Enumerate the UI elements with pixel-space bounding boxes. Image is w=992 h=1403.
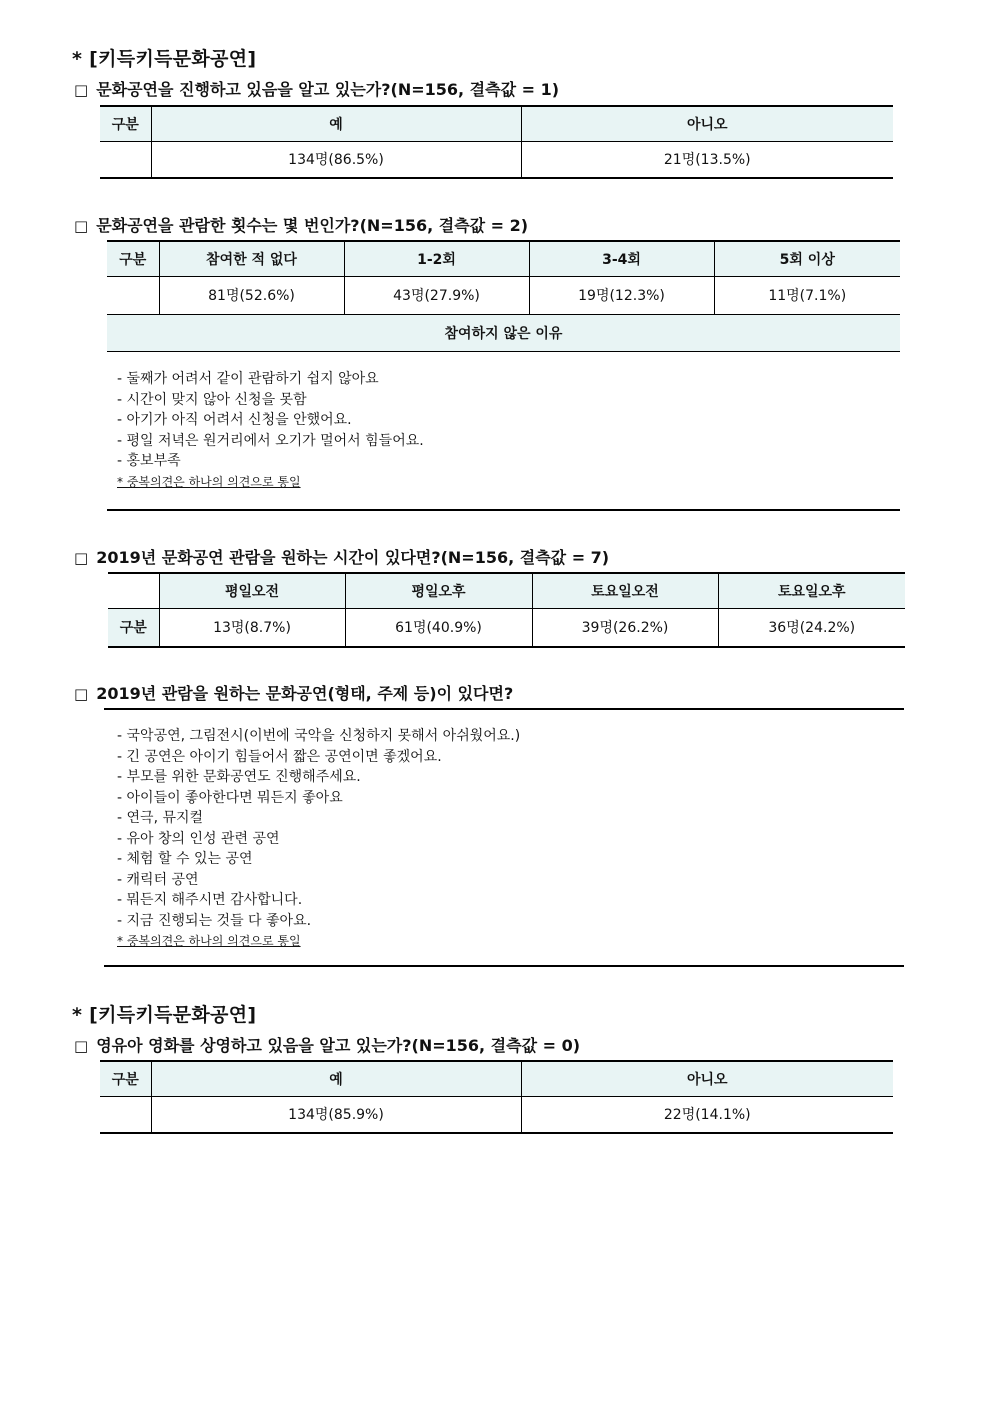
table-cell: 61명(40.9%) (345, 608, 532, 647)
reason-header: 참여하지 않은 이유 (107, 314, 900, 351)
question-text: 2019년 관람을 원하는 문화공연(형태, 주제 등)이 있다면? (96, 684, 514, 703)
table-header: 구분 (100, 1061, 151, 1096)
table-header: 평일오전 (159, 573, 345, 608)
table-cell: 22명(14.1%) (521, 1096, 893, 1133)
question-text: 문화공연을 관람한 횟수는 몇 번인가?(N=156, 결측값 = 2) (96, 216, 529, 235)
table-header: 구분 (100, 106, 151, 141)
question-awareness (74, 77, 559, 100)
table-header (108, 573, 159, 608)
table-cell (100, 1096, 151, 1133)
list-item: - 체험 할 수 있는 공연 (117, 849, 520, 870)
table-cell: 36명(24.2%) (718, 608, 905, 647)
table-header: 구분 (107, 241, 159, 276)
list-item: - 홍보부족 (117, 451, 424, 472)
table-header: 5회 이상 (714, 241, 900, 276)
question-attendance (74, 213, 528, 236)
table-row-label: 구분 (108, 608, 159, 647)
divider (104, 708, 904, 710)
checkbox-icon: □ (74, 549, 89, 567)
table-cell (100, 141, 151, 178)
list-item: - 캐릭터 공연 (117, 870, 520, 891)
checkbox-icon: □ (74, 1037, 89, 1055)
reason-list (117, 369, 424, 492)
divider (107, 509, 900, 511)
preferred-time-table (108, 572, 905, 648)
table-cell: 19명(12.3%) (529, 276, 714, 314)
table-header: 참여한 적 없다 (159, 241, 344, 276)
duplicate-note: * 중복의견은 하나의 의견으로 통일 (117, 934, 301, 948)
table-cell: 43명(27.9%) (344, 276, 529, 314)
question-text: 문화공연을 진행하고 있음을 알고 있는가?(N=156, 결측값 = 1) (96, 80, 560, 99)
section-title: * [키득키득문화공연] (72, 48, 257, 70)
checkbox-icon: □ (74, 685, 89, 703)
awareness-table (100, 105, 893, 179)
table-header: 3-4회 (529, 241, 714, 276)
question-preferred-time (74, 545, 609, 568)
divider (104, 965, 904, 967)
list-item: - 뭐든지 해주시면 감사합니다. (117, 890, 520, 911)
table-header: 아니오 (521, 106, 893, 141)
list-item: - 아기가 아직 어려서 신청을 안했어요. (117, 410, 424, 431)
table-cell: 39명(26.2%) (532, 608, 718, 647)
question-text: 2019년 문화공연 관람을 원하는 시간이 있다면?(N=156, 결측값 = 7) (96, 548, 610, 567)
checkbox-icon: □ (74, 81, 89, 99)
list-item: - 긴 공연은 아이기 힘들어서 짧은 공연이면 좋겠어요. (117, 747, 520, 768)
table-cell: 11명(7.1%) (714, 276, 900, 314)
checkbox-icon: □ (74, 217, 89, 235)
table-header: 아니오 (521, 1061, 893, 1096)
table-cell: 81명(52.6%) (159, 276, 344, 314)
list-item: - 연극, 뮤지컬 (117, 808, 520, 829)
question-text: 영유아 영화를 상영하고 있음을 알고 있는가?(N=156, 결측값 = 0) (96, 1036, 581, 1055)
duplicate-note: * 중복의견은 하나의 의견으로 통일 (117, 474, 301, 489)
table-header: 토요일오후 (718, 573, 905, 608)
table-header: 1-2회 (344, 241, 529, 276)
table-cell: 21명(13.5%) (521, 141, 893, 178)
table-cell: 134명(86.5%) (151, 141, 521, 178)
list-item: - 부모를 위한 문화공연도 진행해주세요. (117, 767, 520, 788)
table-cell: 134명(85.9%) (151, 1096, 521, 1133)
table-header: 평일오후 (345, 573, 532, 608)
question-preferred-performance (74, 681, 513, 704)
list-item: - 국악공연, 그림전시(이번에 국악을 신청하지 못해서 아쉬웠어요.) (117, 726, 520, 747)
list-item: - 평일 저녁은 원거리에서 오기가 멀어서 힘들어요. (117, 431, 424, 452)
question-movie-awareness (74, 1033, 580, 1056)
list-item: - 유아 창의 인성 관련 공연 (117, 829, 520, 850)
table-header: 예 (151, 1061, 521, 1096)
list-item: - 지금 진행되는 것들 다 좋아요. (117, 911, 520, 932)
table-cell (107, 276, 159, 314)
table-header: 토요일오전 (532, 573, 718, 608)
table-cell: 13명(8.7%) (159, 608, 345, 647)
section-title: * [키득키득문화공연] (72, 1004, 257, 1026)
list-item: - 둘째가 어려서 같이 관람하기 쉽지 않아요 (117, 369, 424, 390)
preferred-performance-list (117, 726, 520, 952)
list-item: - 시간이 맞지 않아 신청을 못함 (117, 390, 424, 411)
attendance-table (107, 240, 900, 352)
list-item: - 아이들이 좋아한다면 뭐든지 좋아요 (117, 788, 520, 809)
movie-awareness-table (100, 1060, 893, 1134)
table-header: 예 (151, 106, 521, 141)
